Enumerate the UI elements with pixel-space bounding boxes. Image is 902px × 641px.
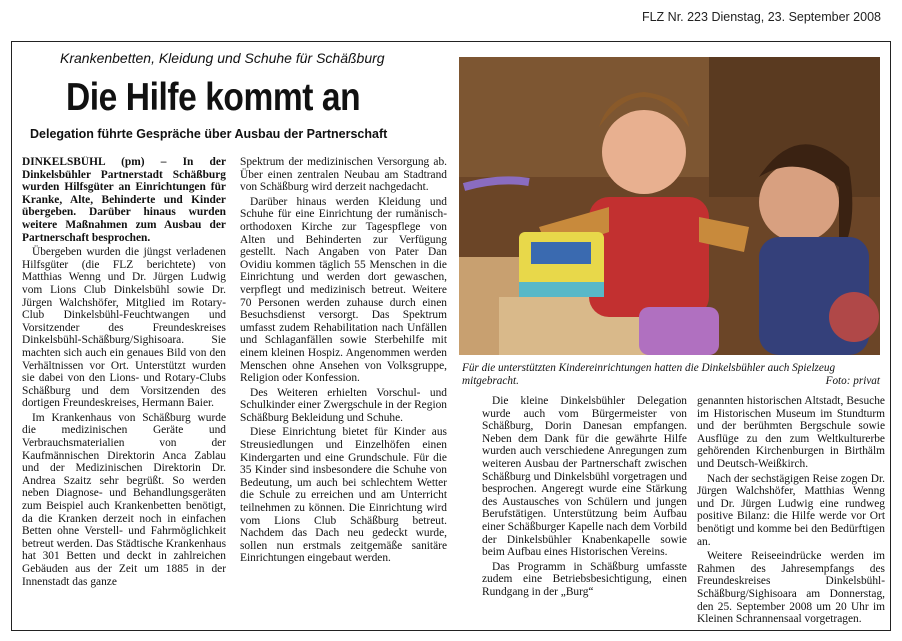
text-column-1 (22, 156, 226, 630)
article-photo (459, 57, 880, 355)
lead-paragraph: DINKELSBÜHL (pm) – In der Dinkelsbühler Partnerstadt Schäßburg wurden Hilfsgüter an Einrichtungen für Kranke, Alte, Behinderte und Kinder übergeben. Darüber hinaus wurden weitere Maßnahmen zum Ausbau der Partnerschaft besprochen. (22, 156, 226, 244)
body-paragraph: Des Weiteren erhielten Vorschul- und Schulkinder einer Zwergschule in der Region Schäßburg Bekleidung und Schuhe. (240, 386, 447, 424)
body-paragraph: Diese Einrichtung bietet für Kinder aus Streusiedlungen und Einzelhöfen einen Kindergarten und eine Grundschule. Für die 35 Kinder sind insbesondere die Schuhe von Bedeutung, um auch bei schlechtem Wetter die Schule zu erreichen und am Unterricht teilnehmen zu können. Die Einrichtung wird vom Lions Club Schäßburg betreut. Nachdem das Dach neu gedeckt wurde, sollen nun erstmals zeitgemäße sanitäre Einrichtungen eingebaut werden. (240, 426, 447, 565)
article-subhead: Delegation führte Gespräche über Ausbau der Partnerschaft (30, 127, 388, 141)
photo-credit: Foto: privat (825, 374, 880, 387)
children-playing-photo (459, 57, 880, 355)
caption-text: Für die unterstützten Kindereinrichtungen hatten die Dinkelsbühler auch Spielzeug mitgebracht. (462, 362, 836, 387)
article-headline: Die Hilfe kommt an (66, 76, 361, 119)
text-column-4 (697, 395, 885, 630)
body-paragraph: Die kleine Dinkelsbühler Delegation wurde auch vom Bürgermeister von Schäßburg, Dorin Danesan empfangen. Neben dem Dank für die gewährte Hilfe wurden auch verschiedene Anregungen zum weiteren Ausbau der Partnerschaft zwischen Schäßburg und Dinkelsbühl vorgetragen und besprochen. Angeregt wurde eine Stärkung des Austausches von Schülern und jungen Berufstätigen. Unterstützung beim Aufbau einer Schäßburger Kapelle nach dem Vorbild der Dinkelsbühler Knabenkapelle sowie beim Aufbau eines Historischen Vereins. (482, 395, 687, 559)
body-paragraph: Übergeben wurden die jüngst verladenen Hilfsgüter (die FLZ berichtete) von Matthias Wenng und Dr. Jürgen Ludwig vom Lions Club Dinkelsbühl sowie Dr. Jürgen Walchshöfer, Mitglied im Rotary-Club Dinkelsbühl-Feuchtwangen und Vorsitzender des Freundeskreises Dinkelsbühl-Schäßburg/Sighisoara. Sie machten sich auch ein genaues Bild von den Verhältnissen vor Ort. Unterstützt wurden sie dabei von den Lions- und Rotary-Clubs Schäßburg und dem Vorsitzenden des dortigen Freundeskreises, Hermann Baier. (22, 246, 226, 410)
body-paragraph: Darüber hinaus werden Kleidung und Schuhe für eine Einrichtung der rumänisch-orthodoxen Kirche zur Tagespflege von Alten und Behinderten zur Verfügung gestellt. Nach Angaben von Pater Dan Ovidiu kommen täglich 55 Menschen in die Einrichtung und werden dort gewaschen, verpflegt und medizinisch betreut. Weitere 70 Personen werden zuhause durch einen Besuchsdienst versorgt. Das Spektrum umfasst zudem Rehabilitation nach Unfällen und Schlaganfällen sowie Sterbehilfe mit einem kleinen Hospiz. Angenommen werden Menschen ohne Ansehen von Volksgruppe, Religion oder Konfession. (240, 195, 447, 385)
body-paragraph: Im Krankenhaus von Schäßburg wurde die medizinischen Geräte und Verbrauchsmaterialien von der Kaufmännischen Direktorin Anca Zablau und der Medizinischen Direktorin Dr. Andrea Szaitz sehr begrüßt. So werden neben Diagnose- und Behandlungsgeräten zum Beispiel auch Krankenbetten benötigt, da die Kranken derzeit noch in einfachen Betten ohne Verstell- und Fahrmöglichkeit betreut werden. Das Städtische Krankenhaus hat 301 Betten und deckt in zahlreichen Gebäuden aus der Zeit um 1885 in der Innenstadt das ganze (22, 411, 226, 588)
body-paragraph: Nach der sechstägigen Reise zogen Dr. Jürgen Walchshöfer, Matthias Wenng und Dr. Jürgen Ludwig eine rundweg positive Bilanz: die Hilfe werde vor Ort benötigt und komme bei den Bedürftigen an. (697, 472, 885, 548)
body-paragraph: Das Programm in Schäßburg umfasste zudem eine Betriebsbesichtigung, einen Rundgang in der „Burg“ (482, 560, 687, 598)
article-frame (11, 41, 891, 631)
body-paragraph: Spektrum der medizinischen Versorgung ab. Über einen zentralen Neubau am Stadtrand von Schäßburg wird derzeit nachgedacht. (240, 156, 447, 194)
body-paragraph: genannten historischen Altstadt, Besuche im Historischen Museum im Stundturm und der berühmten Bergschule sowie Ausflüge zu den zum Weltkulturerbe gehörenden Kirchenburgen in Birthälm und Deutsch-Weißkirch. (697, 395, 885, 470)
text-column-2 (240, 156, 447, 630)
masthead-issue-line: FLZ Nr. 223 Dienstag, 23. September 2008 (641, 10, 881, 24)
article-kicker: Krankenbetten, Kleidung und Schuhe für Schäßburg (60, 50, 385, 66)
photo-caption (462, 362, 880, 387)
text-column-3 (482, 395, 687, 630)
body-paragraph: Weitere Reiseeindrücke werden im Rahmen des Jahresempfangs des Freundeskreises Dinkelsbühl-Schäßburg/Sighisoara am Donnerstag, den 25. September 2008 um 20 Uhr im Kleinen Schrannensaal vorgetragen. (697, 550, 885, 626)
